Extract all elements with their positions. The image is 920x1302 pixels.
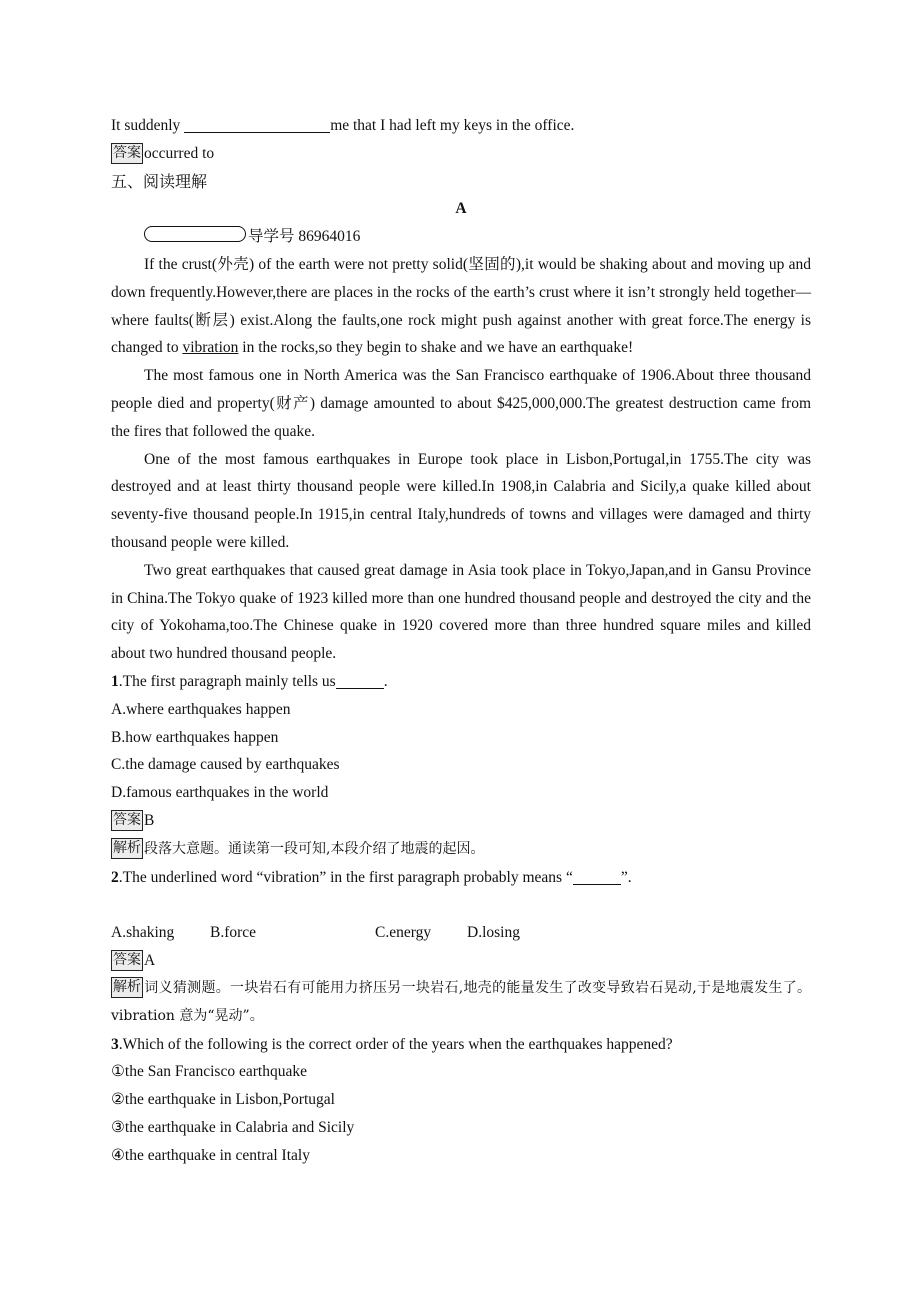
answer-tag: 答案 (111, 810, 143, 831)
option-a[interactable]: A.where earthquakes happen (111, 700, 291, 718)
prev-answer: occurred to (144, 144, 215, 162)
fill-blank (573, 867, 621, 885)
passage-paragraph-2: The most famous one in North America was the San Francisco earthquake of 1906.About three thousand people died and property(财产) damage amounted to about $425,000,000.The greatest destruction came from the fires that followed the quake. (111, 367, 811, 440)
guide-badge-icon (144, 226, 246, 242)
q3-item-4: ④the earthquake in central Italy (111, 1146, 310, 1164)
passage-paragraph-4: Two great earthquakes that caused great damage in Asia took place in Tokyo,Japan,and in Gansu Province in China.The Tokyo quake of 1923 killed more than one hundred thousand people and destroyed the city and the city of Yokohama,too.The Chinese quake in 1920 covered more than three hundred square miles and killed about two hundred thousand people. (111, 561, 811, 663)
question-text-end: . (383, 672, 388, 690)
q2-analysis-row (111, 975, 811, 1031)
worksheet-page (111, 112, 811, 1169)
question-3-stem (111, 1031, 811, 1059)
analysis-tag: 解析 (111, 838, 143, 859)
question-number: 1 (111, 672, 119, 690)
question-number: 2 (111, 868, 119, 886)
passage-paragraph-3: One of the most famous earthquakes in Europe took place in Lisbon,Portugal,in 1755.The city was destroyed and at least thirty thousand people were killed.In 1908,in Calabria and Sicily,a quake killed about seventy-five thousand people.In 1915,in central Italy,hundreds of towns and villages were damaged and thirty thousand people were killed. (111, 450, 811, 551)
q3-item-3: ③the earthquake in Calabria and Sicily (111, 1118, 355, 1136)
passage-label: A (455, 200, 467, 218)
answer-tag: 答案 (111, 143, 143, 164)
question-number: 3 (111, 1035, 119, 1053)
question-text: .The first paragraph mainly tells us (118, 672, 336, 690)
guide-number-row (111, 223, 811, 251)
p1-text-b: in the rocks,so they begin to shake and we have an earthquake! (238, 339, 634, 357)
q1-answer: B (144, 811, 155, 829)
option-d[interactable]: D.losing (467, 924, 520, 942)
q3-item-1: ①the San Francisco earthquake (111, 1063, 307, 1081)
prev-answer-row (111, 140, 811, 168)
q3-item-2: ②the earthquake in Lisbon,Portugal (111, 1091, 335, 1109)
prev-question (111, 112, 811, 140)
option-c[interactable]: C.energy (375, 924, 432, 942)
guide-number: 导学号 86964016 (248, 228, 361, 246)
answer-tag: 答案 (111, 950, 143, 971)
q2-answer-row (111, 947, 811, 975)
prev-question-text-start: It suddenly (111, 117, 185, 134)
section-heading: 五、阅读理解 (111, 171, 208, 191)
option-c[interactable]: C.the damage caused by earthquakes (111, 756, 340, 774)
p1-text-a: If the crust(外壳) of the earth were not pretty solid(坚固的),it would be shaking about and moving up and down frequently.However,there are places in the rocks of the earth’s crust where it isn’t strongly held together—where faults(断层) exist.Along the faults,one rock might push against another with great force.The energy is changed to (111, 255, 811, 357)
q2-answer: A (144, 952, 156, 970)
q2-analysis: 词义猜测题。一块岩石有可能用力挤压另一块岩石,地壳的能量发生了改变导致岩石晃动,于是地震发生了。vibration 意为“晃动”。 (111, 979, 811, 1024)
question-text: .The underlined word “vibration” in the first paragraph probably means “ (118, 868, 573, 886)
passage-paragraph-1 (111, 251, 811, 362)
question-1-stem (111, 668, 811, 696)
question-2-stem (111, 864, 811, 892)
question-text: .Which of the following is the correct order of the years when the earthquakes happened? (118, 1035, 673, 1053)
q1-answer-row (111, 807, 811, 835)
analysis-tag: 解析 (111, 977, 143, 998)
option-b[interactable]: B.how earthquakes happen (111, 728, 279, 746)
q1-analysis-row (111, 835, 811, 864)
option-b[interactable]: B.force (210, 924, 257, 942)
prev-question-text-end: me that I had left my keys in the office. (330, 117, 575, 134)
fill-blank (184, 115, 330, 133)
option-d[interactable]: D.famous earthquakes in the world (111, 784, 329, 802)
fill-blank (336, 671, 384, 689)
q2-options-row (111, 919, 811, 947)
question-text-end: ”. (620, 868, 632, 886)
underlined-word: vibration (182, 339, 239, 357)
option-a[interactable]: A.shaking (111, 924, 175, 942)
q1-analysis: 段落大意题。通读第一段可知,本段介绍了地震的起因。 (144, 840, 485, 857)
